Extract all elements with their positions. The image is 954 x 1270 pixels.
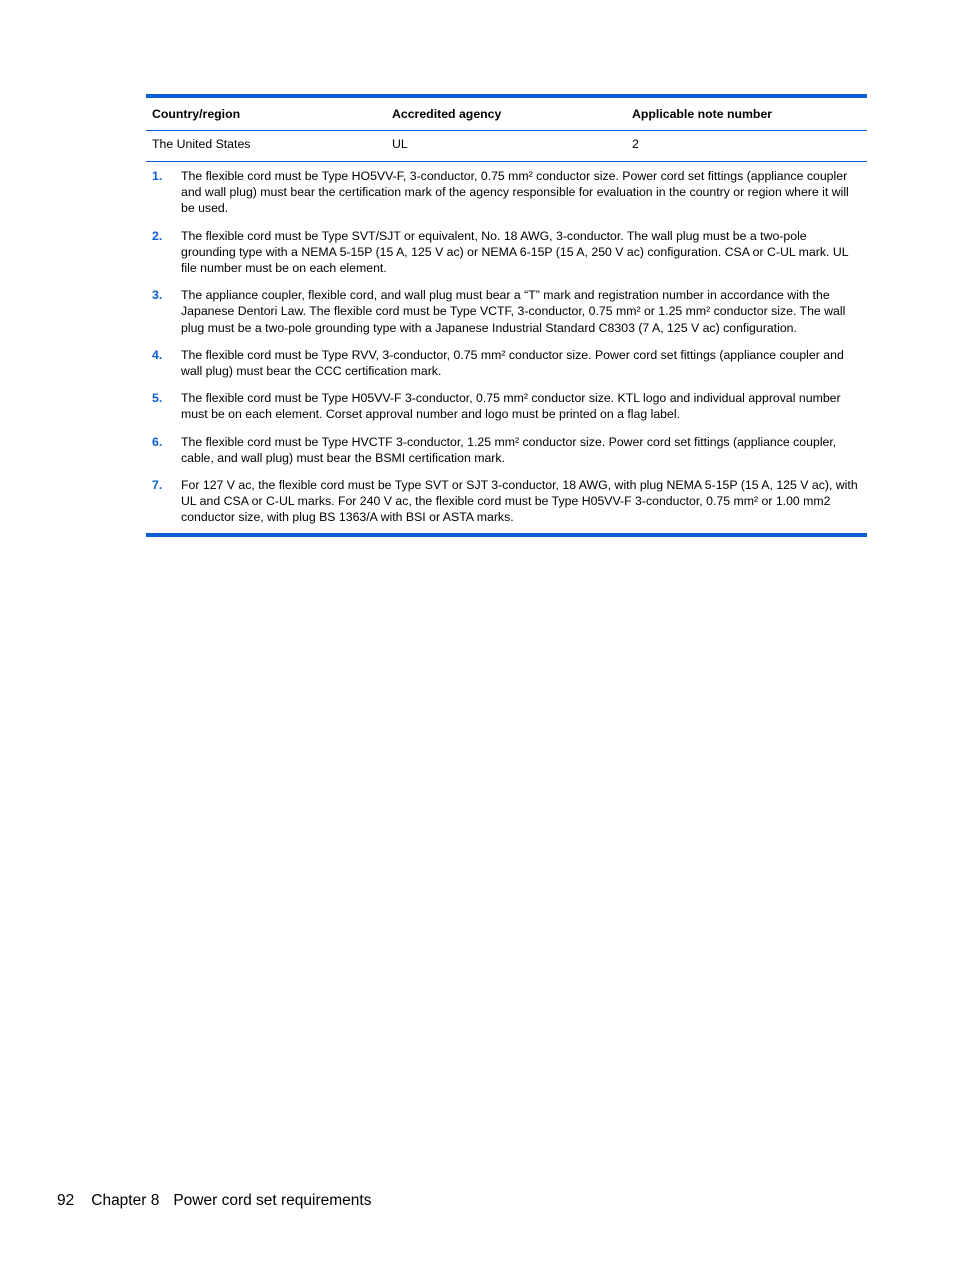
cell-agency: UL <box>392 137 408 151</box>
table-header-row <box>146 98 867 131</box>
note-number: 1. <box>152 169 163 183</box>
note-number: 2. <box>152 228 163 243</box>
note-number: 3. <box>152 288 163 303</box>
note-item <box>146 477 867 526</box>
note-item <box>146 434 867 466</box>
header-country-region: Country/region <box>152 107 241 121</box>
note-number: 5. <box>152 391 163 406</box>
note-item <box>146 168 867 217</box>
note-number: 6. <box>152 434 163 449</box>
table-bottom-rule <box>146 533 867 537</box>
note-text: The appliance coupler, flexible cord, and wall plug must bear a “T” mark and registration number in accordance with the Japanese Dentori Law. The flexible cord must be Type VCTF, 3-conductor, 0.75 mm² or 1.25 mm² conductor size. The wall plug must be a two-pole grounding type with a Japanese Industrial Standard C8303 (7 A, 125 V ac) configuration. <box>181 288 846 335</box>
header-note-number: Applicable note number <box>632 107 773 121</box>
table-notes <box>146 162 867 526</box>
note-item <box>146 228 867 277</box>
note-number: 4. <box>152 347 163 362</box>
page-number: 92 <box>57 1192 75 1209</box>
requirements-table <box>146 94 867 537</box>
note-item <box>146 287 867 336</box>
chapter-title: Power cord set requirements <box>173 1192 372 1209</box>
header-accredited-agency: Accredited agency <box>392 107 502 121</box>
cell-country: The United States <box>152 137 251 151</box>
note-text: The flexible cord must be Type RVV, 3-conductor, 0.75 mm² conductor size. Power cord set fittings (appliance coupler and wall plug) must bear the CCC certification mark. <box>181 347 844 379</box>
table-row <box>146 131 867 162</box>
cell-note-number: 2 <box>632 137 639 151</box>
note-item <box>146 347 867 379</box>
note-number: 7. <box>152 478 163 493</box>
note-text: For 127 V ac, the flexible cord must be Type SVT or SJT 3-conductor, 18 AWG, with plug NEMA 5-15P (15 A, 125 V ac), with UL and CSA or C-UL marks. For 240 V ac, the flexible cord must be Type H05VV-F 3-conductor, 0.75 mm² or 1.00 mm2 conductor size, with plug BS 1363/A with BSI or ASTA marks. <box>181 478 858 525</box>
chapter-label: Chapter 8 <box>91 1192 160 1209</box>
note-text: The flexible cord must be Type HO5VV-F, 3-conductor, 0.75 mm² conductor size. Power cord set fittings (appliance coupler and wall plug) must bear the certification mark of the agency responsible for evaluation in the country or region where it will be used. <box>181 169 849 216</box>
note-item <box>146 390 867 422</box>
note-text: The flexible cord must be Type HVCTF 3-conductor, 1.25 mm² conductor size. Power cord set fittings (appliance coupler, cable, and wall plug) must bear the BSMI certification mark. <box>181 434 837 465</box>
note-text: The flexible cord must be Type SVT/SJT or equivalent, No. 18 AWG, 3-conductor. The wall plug must be a two-pole grounding type with a NEMA 5-15P (15 A, 125 V ac) or NEMA 6-15P (15 A, 250 V ac) configuration. CSA or C-UL mark. UL file number must be on each element. <box>181 228 849 276</box>
note-text: The flexible cord must be Type H05VV-F 3-conductor, 0.75 mm² conductor size. KTL logo and individual approval number must be on each element. Corset approval number and logo must be printed on a flag label. <box>181 391 841 422</box>
page-footer <box>57 1192 371 1210</box>
